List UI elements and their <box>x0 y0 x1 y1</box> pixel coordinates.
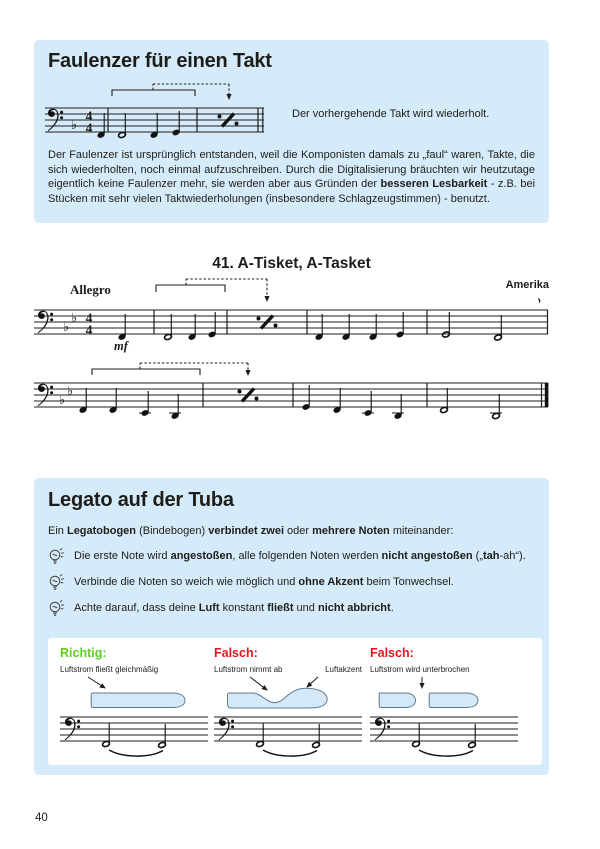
column-richtig <box>60 646 212 762</box>
legato-title: Legato auf der Tuba <box>48 489 234 511</box>
airflow-label: Luftstrom wird unterbrochen <box>370 665 470 674</box>
flat-sign-icon: ♭ <box>67 384 74 399</box>
song-staff-2 <box>34 362 549 422</box>
song-staff-1 <box>34 276 549 354</box>
info-box-faulenzer <box>34 40 549 223</box>
repeat-arrow-dashed <box>186 279 267 301</box>
flat-sign-icon: ♭ <box>59 393 66 408</box>
column-falsch-unterbrochen <box>370 646 522 762</box>
tip-text: Die erste Note wird angestoßen, alle folgenden Noten werden nicht angestoßen („tah-ah“). <box>74 550 526 562</box>
staff-lines <box>34 310 548 334</box>
slur <box>263 750 317 756</box>
legato-intro: Ein Legatobogen (Bindebogen) verbindet zwei oder mehrere Noten miteinander: <box>48 525 454 537</box>
airflow-diagram-accent <box>214 676 366 762</box>
flat-sign-icon: ♭ <box>71 311 78 326</box>
breath-mark-icon <box>538 298 540 304</box>
staff-lines <box>34 383 548 407</box>
verdict-label: Falsch: <box>370 646 414 660</box>
tip-text: Verbinde die Noten so weich wie möglich und ohne Akzent beim Tonwechsel. <box>74 576 454 588</box>
airflow-diagram-even <box>60 676 212 762</box>
staff-lines <box>370 717 518 741</box>
airflow-shape <box>379 693 416 708</box>
staff-lines <box>60 717 208 741</box>
verdict-label: Richtig: <box>60 646 107 660</box>
flat-sign-icon: ♭ <box>63 320 70 335</box>
tip-row-2 <box>48 574 538 596</box>
tip-row-1 <box>48 548 538 570</box>
tip-row-3 <box>48 600 538 622</box>
time-signature-top: 4 <box>85 108 93 124</box>
lightbulb-icon <box>48 546 66 566</box>
faulenzer-notation-staff <box>45 82 270 144</box>
faulenzer-title: Faulenzer für einen Takt <box>48 50 272 72</box>
time-signature-bottom: 4 <box>85 322 93 338</box>
airflow-label: Luftstrom fließt gleichmäßig <box>60 665 159 674</box>
staff-lines <box>214 717 362 741</box>
final-barline <box>545 383 549 407</box>
tempo-marking: Allegro <box>70 282 111 297</box>
airflow-shape <box>91 693 185 708</box>
airflow-shape <box>228 688 328 708</box>
verdict-label: Falsch: <box>214 646 258 660</box>
notes <box>97 111 181 139</box>
tip-text: Achte darauf, dass deine Luft konstant fließt und nicht abbricht. <box>74 602 394 614</box>
page-number: 40 <box>35 812 48 824</box>
repeat-bracket <box>92 369 200 375</box>
origin-label: Amerika <box>505 279 549 291</box>
dynamic-marking: mf <box>114 339 128 353</box>
time-signature-bottom: 4 <box>85 120 93 136</box>
airflow-shape <box>429 693 478 708</box>
info-box-legato <box>34 478 549 775</box>
song-title: 41. A-Tisket, A-Tasket <box>212 255 371 272</box>
lightbulb-icon <box>48 598 66 618</box>
flat-sign-icon: ♭ <box>71 118 78 133</box>
slur <box>419 750 473 756</box>
column-falsch-akzent <box>214 646 366 762</box>
slur <box>109 750 163 756</box>
lightbulb-icon <box>48 572 66 592</box>
time-signature-top: 4 <box>85 310 93 326</box>
notes <box>79 385 502 420</box>
faulenzer-caption: Der vorhergehende Takt wird wiederholt. <box>292 108 490 120</box>
repeat-bracket <box>112 90 195 96</box>
staff-lines <box>45 108 264 132</box>
repeat-bracket <box>156 285 225 292</box>
comparison-panel <box>48 638 542 765</box>
airflow-diagram-interrupted <box>370 676 522 762</box>
repeat-arrow-dashed <box>153 84 229 99</box>
faulenzer-paragraph: Der Faulenzer ist ursprünglich entstanden, weil die Komponisten damals zu „faul“ waren, Takte, die sich wiederholten, noch einmal aufzuschreiben. Durch die Digitalisierung bräuchten wir heutzutage eigentlich keine Faulenzer mehr, sie werden aber aus Gründen der besseren Lesbarkeit - z.B. bei Stücken mit sehr vielen Taktwiederholungen (insbesondere Schlagzeugstimmen) - benutzt. <box>48 149 536 205</box>
airflow-label: Luftstrom nimmt ab Luftakzent <box>214 665 362 674</box>
